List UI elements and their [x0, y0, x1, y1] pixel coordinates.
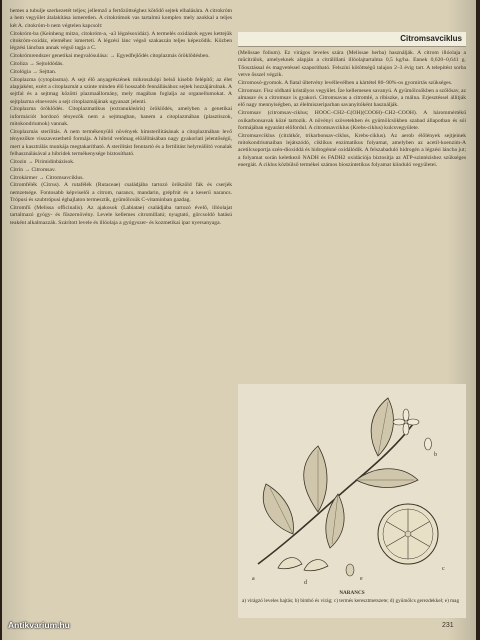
entry-paragraph: Citokrómrendszer genetikai megvalósulása: → Egyedfejlődés citoplazmás öröklődésben. — [10, 53, 210, 60]
blossom — [393, 409, 419, 435]
panel-label-a: a — [252, 576, 255, 582]
book-page — [2, 0, 476, 640]
flower-bud — [425, 438, 432, 450]
fruit-cross-section — [378, 504, 438, 564]
entry-paragraph: Citromosó-gyomok. A fiatal ültetvény levéllevélben a kártétel 80–90%-os gyomirtás szükséges. — [238, 79, 453, 86]
entry-paragraph: Citoplazma (cytoplasma). A sejt élő anyagrészének mikroszkópi belső kisebb felépítő; az élet alapjaként, ezért a citoplazmát a szinte minden élő hosszabb fennállásához sejtek hozzájárulnak. A sejtfal és a sejtmag közötti plazmaállomány, mely magában foglalja az organellumokat. A sejtplazma elnevezés a sejt citoplazmájának ugyanazt jelenti. — [10, 76, 232, 105]
entry-paragraph: Citoplazma öröklődés. Citoplazmatikus (extranukleáris) öröklődés, amelyben a genetikai információt hordozó tényezők nem a sejtmagban, hanem a citoplazmában (plasztiszok, mitokondriumok) vannak. — [10, 106, 232, 128]
panel-label-c: c — [442, 566, 445, 572]
orange-drawing — [238, 384, 466, 590]
entry-paragraph: (Melissae folium). Ez virágos leveles szára (Melissae herba) használják. A citrom illóolaja a műcitrálok, amelyeknek alapján a citrálillatú illóolajtartalma 0,5 kg/ha. Ennek 0,620–0,641 g. Tőosztással és magvetéssel szaporítható. Felszíni kötöttségű talajon 2–3 évig tart. A telepítést sorba vetve ősszel végzik. — [238, 50, 466, 79]
leaf-shape — [263, 484, 293, 534]
panel-label-d: d — [304, 580, 307, 586]
panel-label-e: e — [360, 576, 363, 582]
entry-paragraph: Citológia → Sejttan. — [10, 68, 57, 75]
entry-paragraph: Citokróm-ba (Keinheng mitzo, citokróm-a, -a3 légzésoxidáz). A termelés oxidázok egyes kettejük citokróm-oxidáz, eleméhez ismerteti. A légzési lánc végső szakaszán teljes képeződik. Közben légzési láncban annak végső tagja a C. — [10, 30, 232, 52]
entry-paragraph: Citromsav (citromsav-ciklus; HOOC–CH2–C(OH)(COOH)–CH2–COOH). A hárommértékű oxikarbonsavak közé tartozik. A növényi szövetekben és gyümölcsökben szabad állapotban és sói formájában egyaránt előfordul. A citromsavciklus (Krebs-ciklus) kulcsvegyülete. — [238, 110, 466, 131]
figure-caption — [242, 590, 462, 604]
right-text-column — [238, 50, 466, 380]
entry-paragraph: Citrokármer → Citromsavciklus. — [10, 174, 84, 181]
running-head-band — [238, 32, 466, 47]
entry-paragraph: Citrin → Citromsav. — [10, 166, 56, 173]
caption-text: a) virágzó leveles hajtás; b) bimbó és virág; c) termés keresztmetszete; d) gyümölcs gerezdekkel; e) mag — [242, 597, 460, 604]
page-number: 231 — [442, 622, 454, 629]
entry-paragraph: Citozin → Pirimidinbázisok. — [10, 158, 75, 165]
entry-paragraph: Citoliza → Sejtoldódás. — [10, 60, 64, 67]
entry-paragraph: Citromsav. Fisz oldható kristályos vegyület. Íze kellemesen savanyú. A gyümölcsökben a szőlősav, az almasav és a citromsav is gyakori. Citromsavas a citromlé, a ribiszke, a málna. Erjesztéssel állítják elő nagy mennyiségben, az élelmiszeriparban savanyítóként használják. — [238, 87, 466, 109]
leaf-shape — [304, 446, 327, 512]
left-text-column — [10, 8, 232, 628]
entry-paragraph: hemes a tubulje szerkezetét teljes; jellemző a fertőzöttséghez kötődő sejtek elhalására. A citrokróm a hem vegyület átalakítása ismeretlen. A citokrómok vas tartalmú komplex mely azokkal a teljes két A. citokróm-b nem végtelen kapcsolt: — [10, 8, 232, 29]
entry-paragraph: Citoplazmás sterilitás. A nem termékenyülő növények hímsterilitásának a citoplazmában levő tényezőkre visszavezethető formája. A hibrid vetőmag előállításában nagy gyakorlati jelentőségű, mert a kasztrálás munkája megtakarítható. A sterilitást fenntartó és a fertilitást helyreállító vonalak felhasználásával a hibridek termékenysége biztosítható. — [10, 129, 232, 158]
leaf-shape — [326, 494, 344, 548]
panel-label-b: b — [434, 452, 437, 458]
seed-shape — [346, 564, 354, 576]
entry-paragraph: Citromfélék (Citrus). A rutafélék (Rutaceae) családjába tartozó örökzöld fák és cserjék nemzetsége. Fontosabb képviselői a citrom, narancs, mandarin, grépfrút és a keserű narancs. Trópusi és szubtrópusi éghajlaton termesztik, gyümölcsük C-vitaminban gazdag. — [10, 182, 232, 204]
fruit-segments — [278, 558, 328, 571]
leaf-shape — [371, 398, 393, 456]
watermark-text: Antikvarium.hu — [8, 620, 70, 630]
caption-title: NARANCS — [339, 590, 365, 596]
entry-paragraph: Citromsavciklus (citrátkör, trikarbonsav-ciklus, Krebs-ciklus). Az aerob élőlények sejtjeinek mitokondriumaiban lejátszódó, ciklikus enzimatikus folyamat, amelyben az acetil-koenzim-A acetilcsoportja szén-dioxiddá és hidrogénné oxidálódik. A felszabaduló hidrogén a légzési láncba jut; a folyamat során keletkező NADH és FADH2 oxidációja biztosítja az ATP-szintézishez szükséges energiát. A ciklus közbülső termékei számos bioszintetikus folyamat kiinduló vegyületei. — [238, 132, 466, 169]
entry-paragraph: Citromfű (Melissa officinalis). Az ajakosok (Labiatae) családjába tartozó évelő, illóolajat tartalmazó gyógy- és fűszernövény. Levele kellemes citromillatú; nyugtató, görcsoldó hatású teaként alkalmazzák. Szárított levele és illóolaja a gyógyszer- és kozmetikai ipar nyersanyaga. — [10, 204, 232, 226]
orange-illustration — [238, 384, 466, 618]
running-head: Citromsavciklus — [400, 34, 462, 43]
leaf-shape — [356, 469, 418, 488]
